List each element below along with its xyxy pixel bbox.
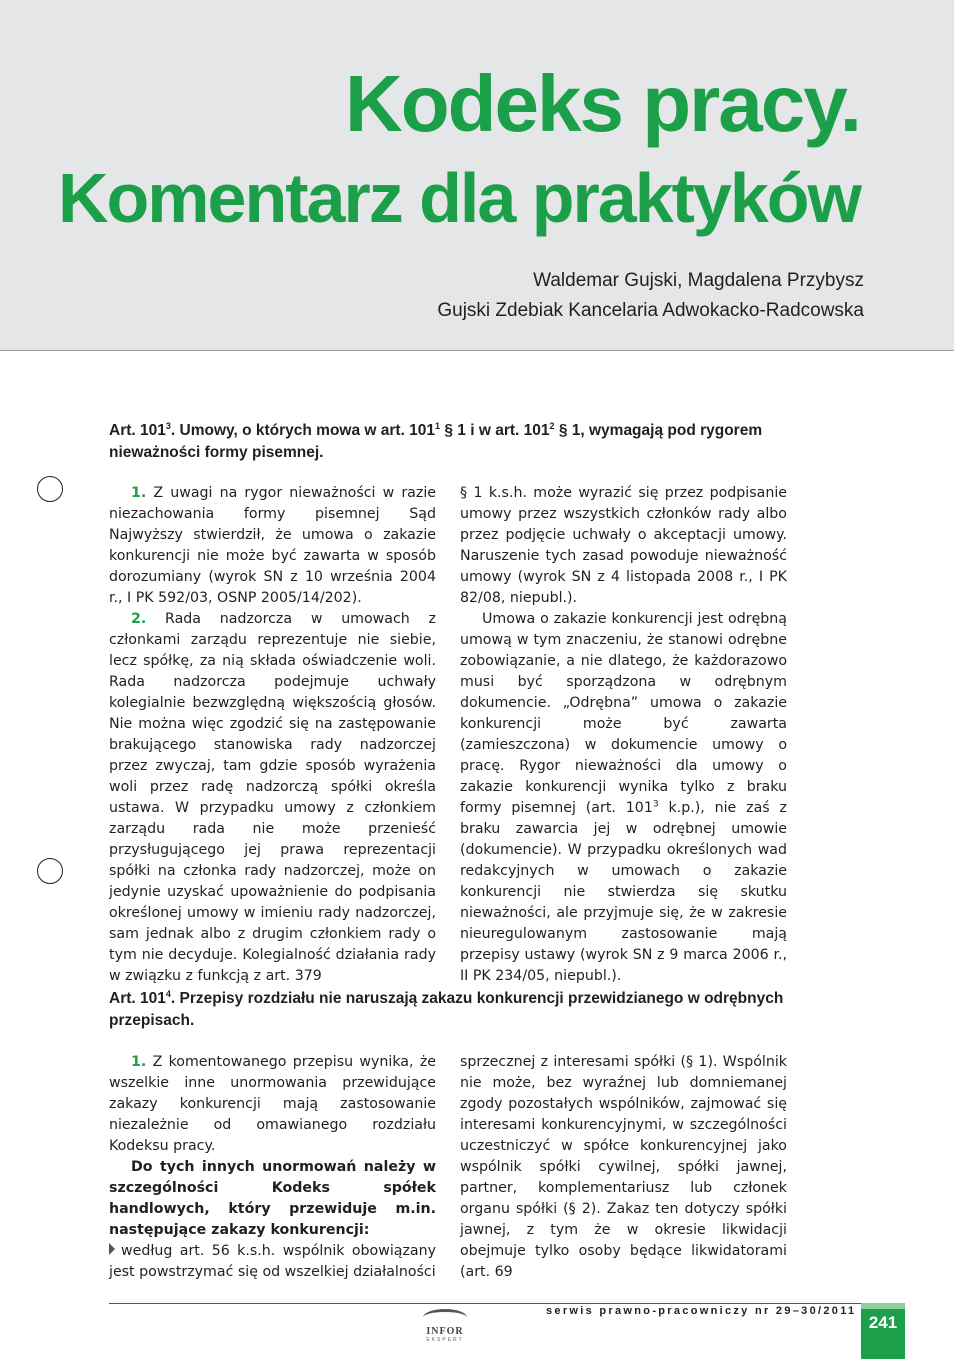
publisher-logo: INFOR EKSPERT — [420, 1309, 470, 1345]
authors-line1: Waldemar Gujski, Magdalena Przybysz — [533, 270, 864, 291]
article-101-3-heading: Art. $101^3$. Umowy, o których mowa w art. $101^1$ § 1 i w art. $101^2$ § 1, wymagają pod rygorem nieważności formy pisemnej. — [109, 420, 763, 461]
article2-right-column — [460, 1052, 787, 1283]
paragraph: § 1 k.s.h. może wyrazić się przez podpisanie umowy przez wszystkich członków rady albo przez podjęcie uchwały o akceptacji umowy. Naruszenie tych zasad powoduje nieważność umowy (wyrok SN z 4 listopada 2008 r., I PK 82/08, niepubl.). — [460, 485, 787, 606]
title-line2: Komentarz dla praktyków — [58, 159, 860, 237]
page-header — [0, 0, 954, 351]
paragraph: sprzecznej z interesami spółki (§ 1). Wspólnik nie może, bez wyraźnej lub domniemanej zgody pozostałych wspólników, zajmować się interesami konkurencyjnymi, w szczególności uczestniczyć w spółce konkurencyjnej jako wspólnik spółki cywilnej, spółki jawnej, partner, komplementariusz lub członek organu spółki (§ 2). Zakaz ten dotyczy spółki jawnej, z tym że w okresie likwidacji obejmuje tylko osoby będące likwidatorami (art. 69 — [460, 1054, 787, 1280]
bullet-icon — [109, 1243, 115, 1255]
article-101-4-heading: Art. $101^4$. Przepisy rozdziału nie naruszają zakazu konkurencji przewidzianego w odrębnych przepisach. — [109, 988, 784, 1029]
article2-left-column — [109, 1052, 436, 1283]
logo-wings-icon — [423, 1309, 467, 1326]
binder-hole-top — [37, 476, 63, 502]
authors — [437, 266, 864, 326]
binder-hole-bottom — [37, 858, 63, 884]
bullet-item: według art. 56 k.s.h. wspólnik obowiązany jest powstrzymać się od wszelkiej działalności — [109, 1243, 436, 1280]
article1-right-column — [460, 483, 787, 987]
authors-line2: Gujski Zdebiak Kancelaria Adwokacko-Radcowska — [437, 300, 864, 321]
paragraph: Umowa o zakazie konkurencji jest odrębną umową w tym znaczeniu, że stanowi odrębne zobowiązanie, a nie dlatego, że każdorazowo musi być sporządzona w odrębnym dokumencie. „Odrębna” umowa o zakazie konkurencji może być zawarta (zamieszczona) w dokumencie umowy o pracę. Rygor nieważności dla umowy o zakazie konkurencji wynika tylko z braku formy pisemnej (art. $101^3$ k.p.), nie zaś z braku zawarcia jej w odrębnej umowie (dokumencie). W przypadku określonych wad redakcyjnych w umowach o zakazie konkurencji nie stwierdza się skutku nieważności, ale przyjmuje się, że w zakresie nieuregulowanym zastosowanie mają przepisy ustawy (wyrok SN z 9 marca 2006 r., II PK 234/05, niepubl.). — [460, 611, 787, 984]
title-line1: Kodeks pracy. — [345, 59, 860, 148]
paragraph: 1. Z uwagi na rygor nieważności w razie niezachowania formy pisemnej Sąd Najwyższy stwierdził, że umowa o zakazie konkurencji nie może być zawarta w sposób dorozumiany (wyrok SN z 10 września 2004 r., I PK 592/03, OSNP 2005/14/202). — [109, 485, 436, 606]
article1-left-column — [109, 483, 436, 987]
page-box-strip — [861, 1303, 905, 1309]
footer-rule — [109, 1303, 863, 1304]
paragraph: 1. Z komentowanego przepisu wynika, że wszelkie inne unormowania przewidujące zakazy konkurencji mają zastosowanie niezależnie od omawianego rozdziału Kodeksu pracy. — [109, 1054, 436, 1154]
paragraph-bold: Do tych innych unormowań należy w szczególności Kodeks spółek handlowych, który przewiduje m.in. następujące zakazy konkurencji: — [109, 1159, 436, 1238]
journal-name: serwis prawno-pracowniczy nr 29–30/2011 — [546, 1305, 857, 1317]
page-number: 241 — [868, 1313, 898, 1332]
paragraph: 2. Rada nadzorcza w umowach z członkami zarządu reprezentuje nie siebie, lecz spółkę, za nią składa oświadczenie woli. Rada nadzorcza podejmuje uchwały kolegialnie bezwzględną większością głosów. Nie można więc zgodzić się na zastępowanie brakującego stanowiska rady nadzorczej przez zwyczaj, tam gdzie sposób wyrażenia woli przez radę nadzorczą spółki określa ustawa. W przypadku umowy z członkiem zarządu rada nie może przenieść przysługującego jej prawa reprezentacji spółki na członka rady nadzorczej, może on jedynie uzyskać upoważnienie do podpisania określonej umowy w imieniu rady nadzorczej, sam jednak albo z drugim członkiem rady o tym nie decyduje. Kolegialność działania rady w związku z funkcją z art. 379 — [109, 611, 436, 984]
page-number-box — [861, 1303, 905, 1359]
